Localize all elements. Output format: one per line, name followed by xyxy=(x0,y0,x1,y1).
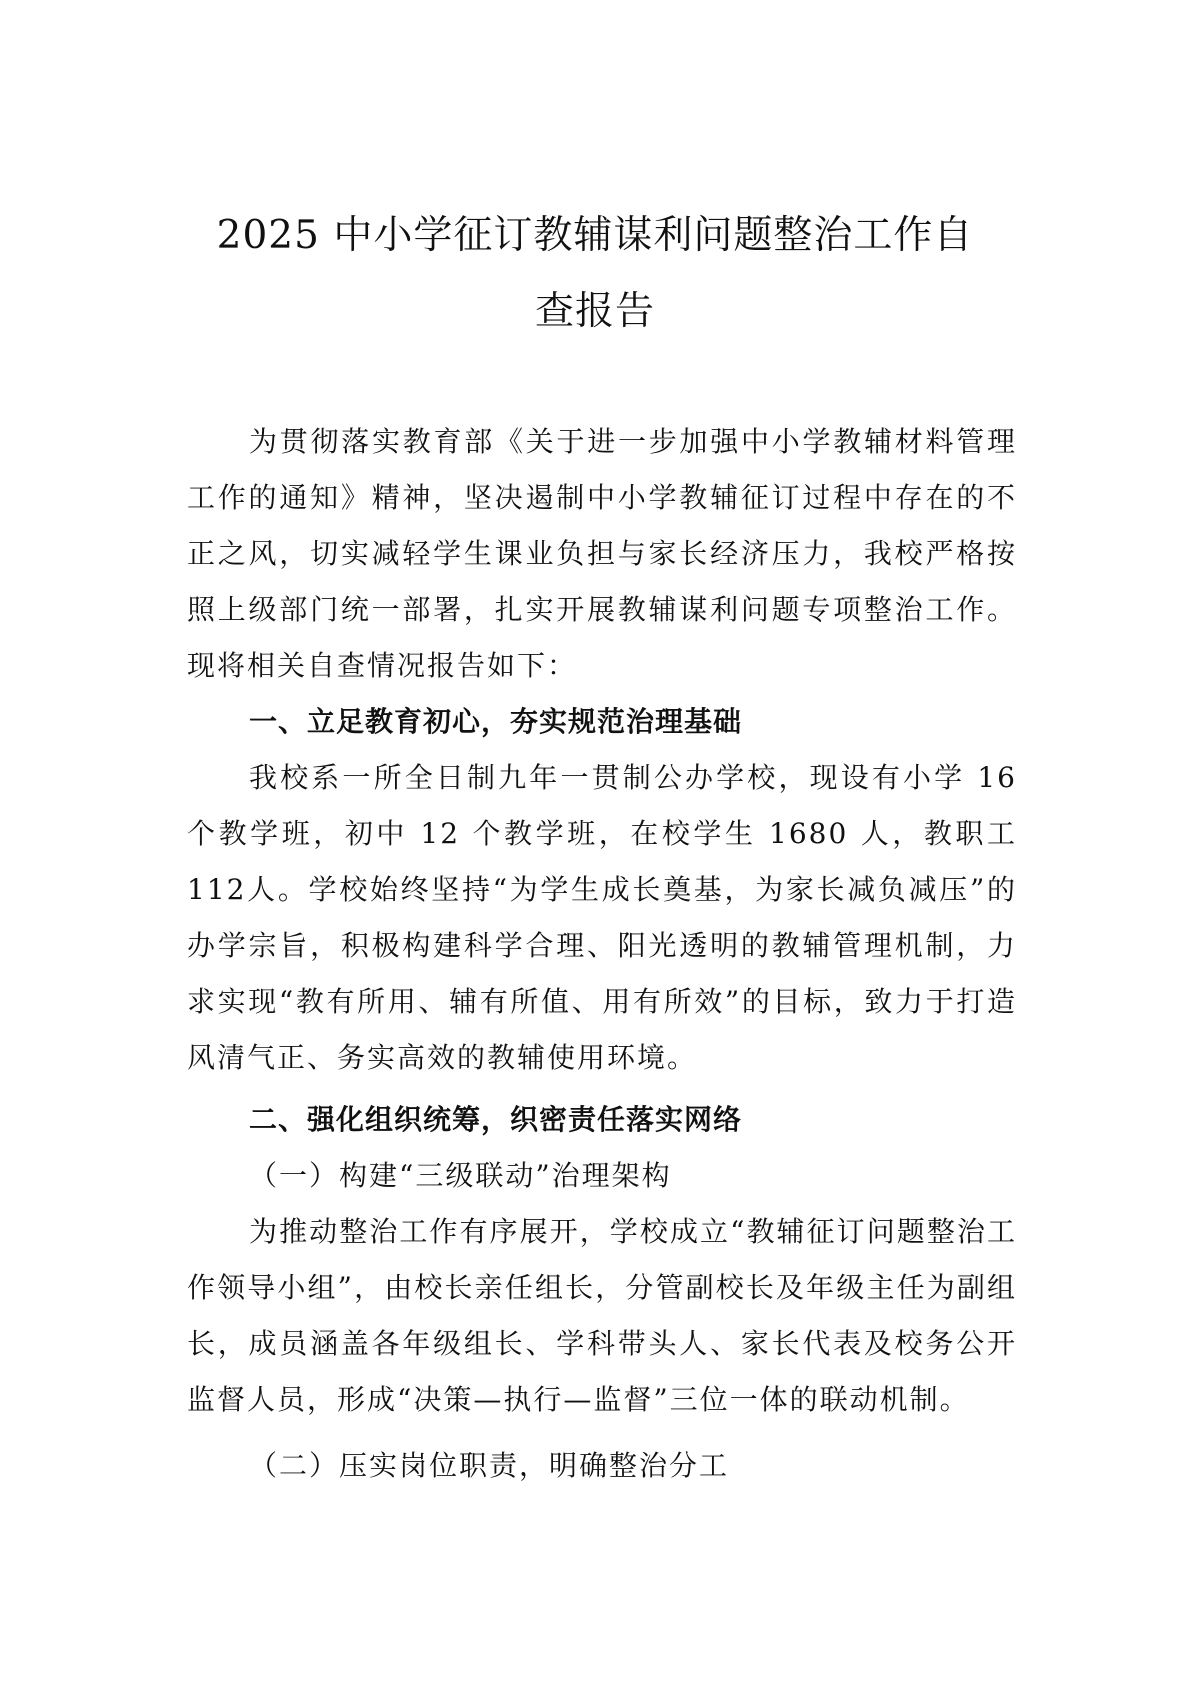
section-1-heading: 一、立足教育初心，夯实规范治理基础 xyxy=(249,705,743,738)
section-1-paragraph: 我校系一所全日制九年一贯制公办学校，现设有小学 16个教学班，初中 12 个教学班，在校学生 1680 人，教职工 112人。学校始终坚持“为学生成长奠基，为家长减负减压”的办学宗旨，积极构建科学合理、阳光透明的教辅管理机制，力求实现“教有所用、辅有所值、用有所效”的目标，致力于打造风清气正、务实高效的教辅使用环境。 xyxy=(187,761,1017,1074)
title-line-1: 2025 中小学征订教辅谋利问题整治工作自 xyxy=(216,213,974,258)
document-title xyxy=(0,198,1190,350)
document-body xyxy=(187,414,1017,1494)
section-2-subheading-1-paragraph: 为推动整治工作有序展开，学校成立“教辅征订问题整治工作领导小组”，由校长亲任组长，分管副校长及年级主任为副组长，成员涵盖各年级组长、学科带头人、家长代表及校务公开监督人员，形成“决策—执行—监督”三位一体的联动机制。 xyxy=(187,1215,1017,1416)
title-line-2: 查报告 xyxy=(534,289,655,334)
section-2-subheading-2: （二）压实岗位职责，明确整治分工 xyxy=(249,1449,730,1482)
intro-paragraph: 为贯彻落实教育部《关于进一步加强中小学教辅材料管理工作的通知》精神，坚决遏制中小学教辅征订过程中存在的不正之风，切实减轻学生课业负担与家长经济压力，我校严格按照上级部门统一部署，扎实开展教辅谋利问题专项整治工作。现将相关自查情况报告如下： xyxy=(187,425,1017,682)
section-2-subheading-1: （一）构建“三级联动”治理架构 xyxy=(249,1159,672,1192)
section-2-heading: 二、强化组织统筹，织密责任落实网络 xyxy=(249,1103,743,1136)
